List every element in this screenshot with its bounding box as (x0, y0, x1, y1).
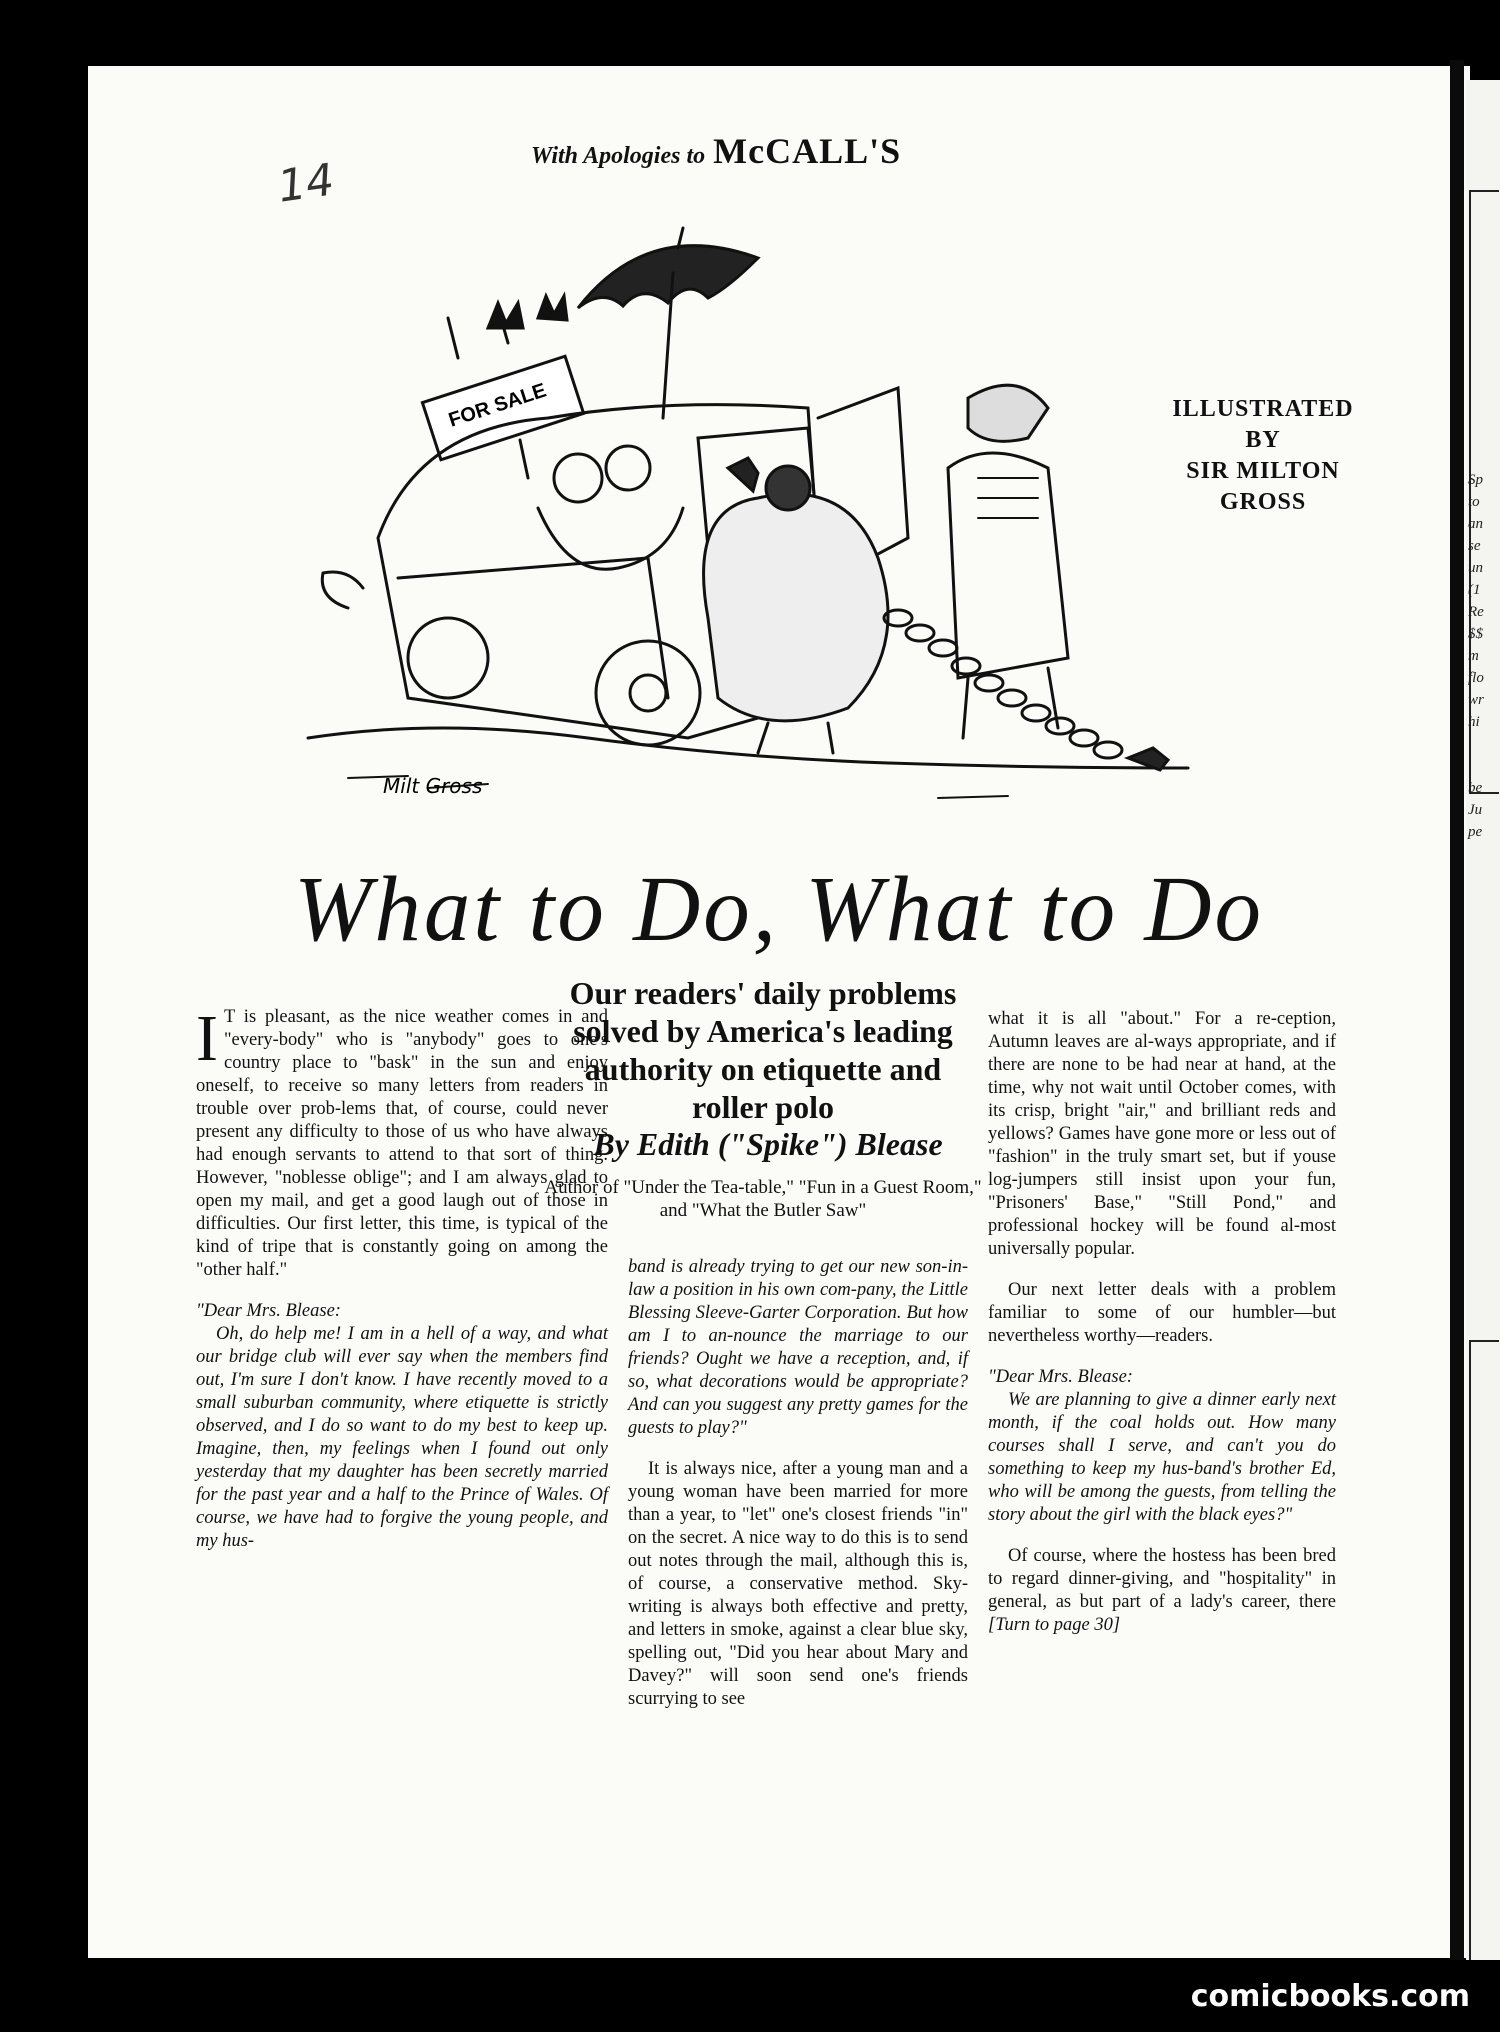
article-title: What to Do, What to Do (293, 858, 1265, 961)
salutation: "Dear Mrs. Blease: (988, 1367, 1133, 1387)
answer-continued: what it is all "about." For a re-ception, Autumn leaves are al-ways appropriate, and if there are none to be had near at hand, at the time, why not wait until October comes, with its crisp, bright "air," and brilliant reds and yellows? Games have gone more or less out of "fashion" in the truly smart set, but if youse log-jumpers still insist upon your fun, "Prisoners' Base," "Still Pond," and professional hockey will be found al-most universally popular. (988, 1009, 1336, 1259)
article-deck: Our readers' daily problems solved by America's leading authority on etiquette and roller polo (569, 975, 957, 1125)
answer-paragraph: It is always nice, after a young man and a young woman have been married for more than a year, to "let" one's closest friends "in" on the secret. A nice way to do this is to send out notes through the mail, although this is, of course, a conservative method. Sky-writing is always both effective and pretty, and letters in smoke, against a clear blue sky, spelling out, "Did you hear about Mary and Davey?" will soon send one's friends scurrying to see (628, 1459, 968, 1709)
sign-text: FOR SALE (446, 379, 550, 432)
author-note: Author of "Under the Tea-table," "Fun in a Guest Room," and "What the Butler Saw" (544, 1177, 982, 1221)
header-masthead: McCALL'S (713, 131, 902, 171)
fragment: (1 (1468, 582, 1481, 598)
man-in-uniform (968, 385, 1048, 441)
reader-letter: We are planning to give a dinner early next month, if the coal holds out. How many courses shall I serve, and can't you do something to keep my hus-band's brother Ed, who will be among the guests, from telling the story about the girl with the black eyes?" (988, 1390, 1336, 1525)
illustration-credit (1128, 394, 1398, 518)
fragment: an (1468, 516, 1483, 532)
exhaust-smoke (322, 572, 363, 608)
ball-and-chain (884, 610, 1122, 758)
cartoon-illustration (288, 178, 1208, 838)
salutation: "Dear Mrs. Blease: (196, 1301, 341, 1321)
fragment: pe (1468, 824, 1483, 840)
page-spine (1450, 60, 1464, 1960)
credit-line: BY (1245, 427, 1281, 453)
fragment: Sp (1468, 472, 1483, 488)
byline: By Edith ("Spike") Blease (593, 1126, 943, 1162)
answer-paragraph: Of course, where the hostess has been bred to regard dinner-giving, and "hospitality" in general, as but part of a lady's career, there [Turn to page 30] (988, 1546, 1336, 1635)
watermark: comicbooks.com (1190, 1979, 1470, 2014)
fragment: wr (1468, 692, 1484, 708)
woman-in-fur-coat (704, 494, 888, 721)
fragment: se (1468, 538, 1481, 554)
column-1 (196, 1002, 608, 1553)
next-letter-intro: Our next letter deals with a problem familiar to some of our humbler—but nevertheless worthy—readers. (988, 1280, 1336, 1346)
fragment: m (1468, 648, 1479, 664)
umbrella (578, 246, 758, 308)
fragment: $$ (1468, 626, 1483, 642)
column-2 (628, 1256, 968, 1711)
cats-on-sign (488, 296, 567, 328)
fragment: Re (1468, 604, 1484, 620)
artist-signature: Milt Gross (383, 774, 483, 798)
adjacent-frame (1469, 1340, 1499, 1960)
column-3 (988, 1008, 1336, 1637)
front-wheel (596, 641, 700, 745)
reader-letter-continued: band is already trying to get our new son-in-law a position in his own com-pany, the Little Blessing Sleeve-Garter Corporation. But how am I to an-nounce the marriage to our friends? Ought we have a reception, and, if so, what decorations would be appropriate? And can you suggest any pretty games for the guests to play?" (628, 1257, 968, 1438)
rear-wheel (408, 618, 488, 698)
intro-paragraph: I T is pleasant, as the nice weather comes in and "every-body" who is "anybody" goes to one's country place to "bask" in the sun and enjoy oneself, to receive so many letters from readers in trouble over prob-lems that, of course, could never present any difficulty to those of us who have always had enough servants to attend to that sort of thing. However, "noblesse oblige"; and I am always glad to open my mail, and get a good laugh out of those in difficulties. Our first letter, this time, is typical of the kind of tripe that is constantly going on among the "other half." (196, 1002, 608, 1280)
header-prefix: With Apologies to (530, 143, 706, 169)
credit-line: SIR MILTON (1186, 458, 1340, 484)
passenger-head (554, 454, 602, 502)
fragment: un (1468, 560, 1483, 576)
drop-cap: I (196, 1002, 218, 1075)
fragment: flo (1468, 670, 1484, 686)
handwritten-page-number: 14 (274, 154, 338, 213)
credit-line: GROSS (1219, 489, 1307, 515)
credit-line: ILLUSTRATED (1172, 396, 1354, 422)
fragment: hi (1468, 714, 1480, 730)
adjacent-page-strip (1466, 80, 1500, 1960)
magazine-page (88, 66, 1470, 1958)
fragment: be (1468, 780, 1483, 796)
fragment: to (1468, 494, 1480, 510)
reader-letter: Oh, do help me! I am in a hell of a way, and what our bridge club will ever say when the members find out, I'm sure I don't know. I have recently moved to a small suburban community, where etiquette is strictly observed, and I do so want to do my best to keep up. Imagine, then, my feelings when I found out only yesterday that my daughter has been secretly married for the past year and a half to the Prince of Wales. Of course, we have had to forgive the young people, and my hus- (196, 1324, 608, 1551)
fragment: Ju (1468, 802, 1483, 818)
continued-jump: [Turn to page 30] (988, 1615, 1121, 1635)
